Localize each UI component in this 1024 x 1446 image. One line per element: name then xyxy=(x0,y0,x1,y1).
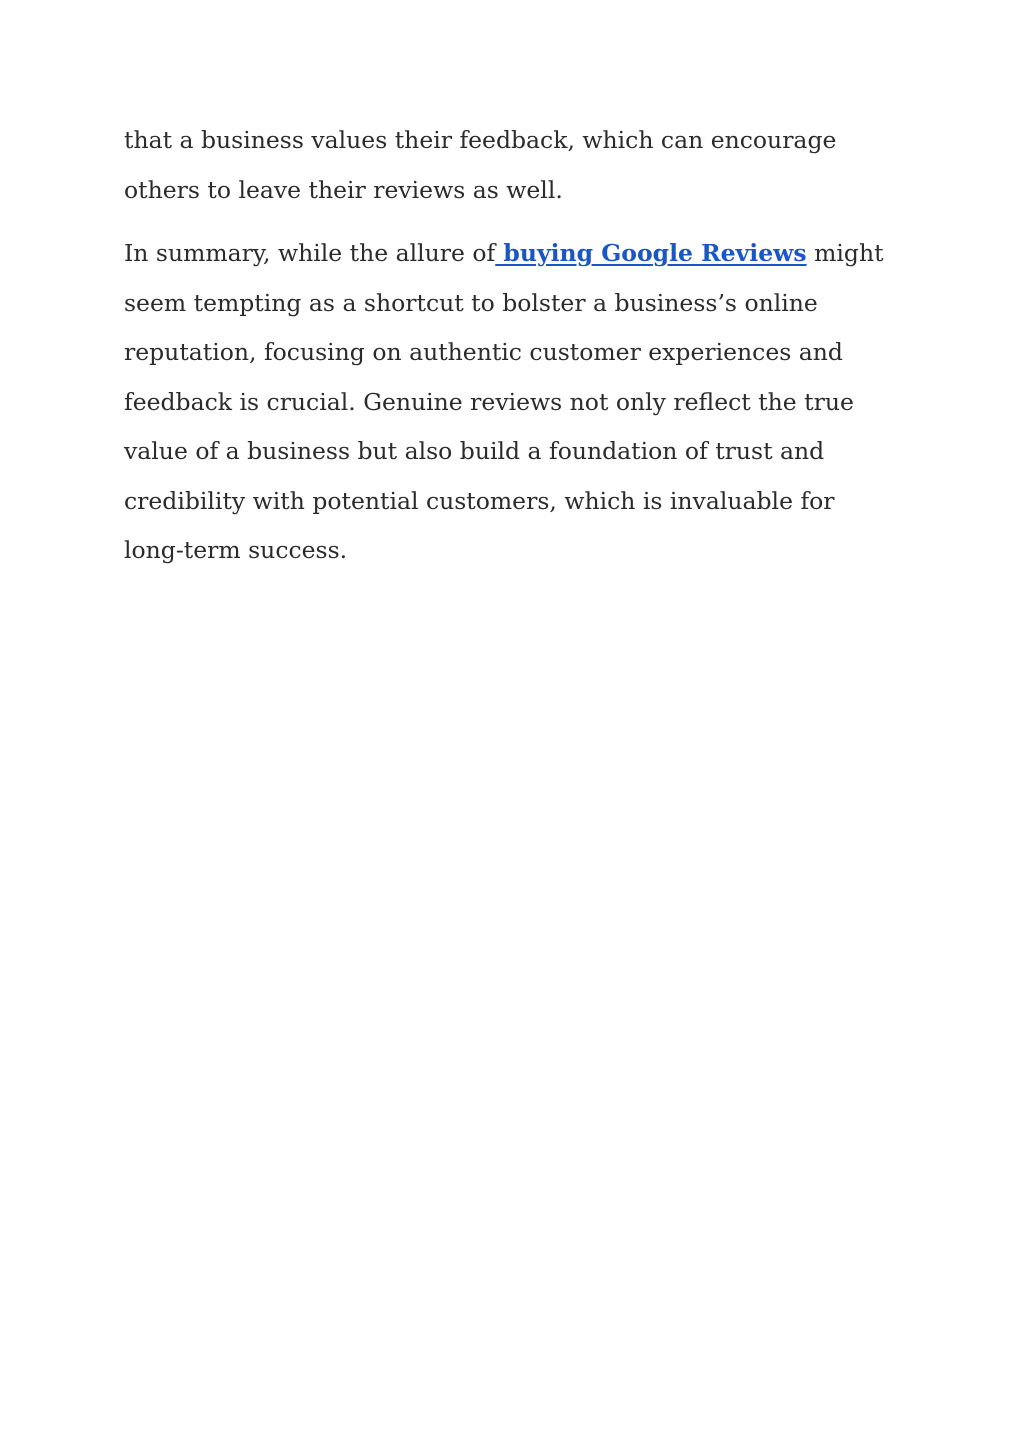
text-line: long-term success. xyxy=(124,536,348,564)
text-before-link: In summary, while the allure of xyxy=(124,239,496,267)
text-line: credibility with potential customers, which is invaluable for xyxy=(124,486,835,515)
buying-google-reviews-link[interactable]: buying Google Reviews xyxy=(495,239,807,267)
text-after-link: might xyxy=(806,239,884,267)
paragraph-continuation xyxy=(124,116,884,215)
paragraph-summary xyxy=(124,229,884,576)
document-page xyxy=(124,116,884,576)
text-line: feedback is crucial. Genuine reviews not only reflect the true xyxy=(124,387,854,416)
text-line-with-link xyxy=(124,229,884,279)
text-line: others to leave their reviews as well. xyxy=(124,175,563,204)
text-line: that a business values their feedback, which can encourage xyxy=(124,126,837,154)
text-line: seem tempting as a shortcut to bolster a business’s online xyxy=(124,288,818,317)
text-line: reputation, focusing on authentic customer experiences and xyxy=(124,338,843,366)
text-line: value of a business but also build a foundation of trust and xyxy=(124,437,825,465)
